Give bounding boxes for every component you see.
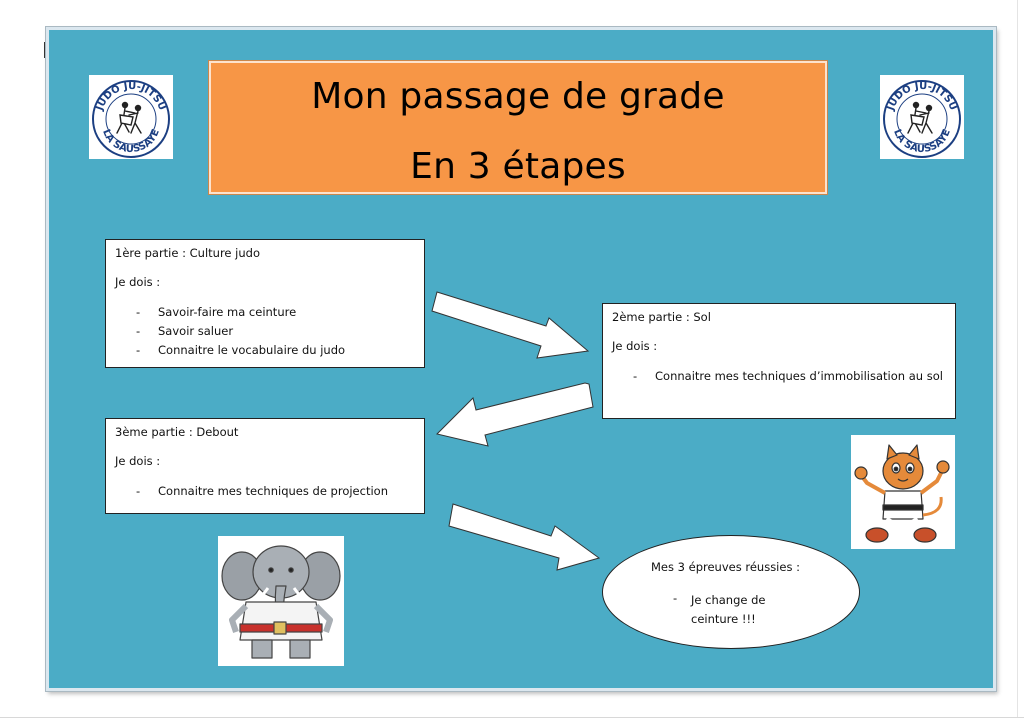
result-item [691,591,781,629]
club-logo-right [880,75,964,159]
page-bottom-line [0,717,1024,718]
page-margin-line [1017,0,1018,718]
cat-judoka-icon [851,435,955,549]
svg-text:JUDO JU-JITSU: JUDO JU-JITSU [94,80,168,113]
arrow-icon [447,500,602,575]
judo-club-logo-icon [880,75,964,159]
result-title: Mes 3 épreuves réussies : [651,560,800,574]
list-item: - Savoir-faire ma ceinture [115,303,415,322]
list-item: - Connaitre le vocabulaire du judo [115,341,415,360]
result-line-2: ceinture !!! [691,612,756,626]
svg-text:LA SAUSSAYE: LA SAUSSAYE [100,127,162,156]
elephant-judoka-image [218,536,344,666]
list-item: - Savoir saluer [115,322,415,341]
step-must-do: Je dois : [115,275,161,289]
step-list [612,367,946,386]
title-line-1: Mon passage de grade [311,76,725,117]
text-cursor [44,42,45,58]
arrow-icon [435,382,593,452]
step-list [115,303,415,360]
judo-club-logo-icon [89,75,173,159]
arrow-icon [433,287,593,362]
result-dash: - [673,591,678,605]
step-heading: 3ème partie : Debout [115,425,239,439]
result-ellipse [602,535,860,649]
svg-text:JUDO JU-JITSU: JUDO JU-JITSU [885,80,959,113]
step-must-do: Je dois : [612,339,658,353]
elephant-judoka-icon [218,536,344,666]
step-heading: 2ème partie : Sol [612,310,711,324]
club-logo-left [89,75,173,159]
poster [46,27,996,691]
step-card-debout [105,418,425,514]
step-card-sol [602,303,956,419]
result-line-1: Je change de [691,593,766,607]
svg-text:LA SAUSSAYE: LA SAUSSAYE [891,127,953,156]
step-list [115,482,415,501]
step-card-culture-judo [105,239,425,368]
list-item: - Connaitre mes techniques de projection [115,482,415,501]
title-box [209,61,827,194]
title-line-2: En 3 étapes [410,146,626,187]
step-heading: 1ère partie : Culture judo [115,246,260,260]
cat-judoka-image [851,435,955,549]
step-must-do: Je dois : [115,454,161,468]
list-item: - Connaitre mes techniques d’immobilisation au sol [612,367,946,386]
